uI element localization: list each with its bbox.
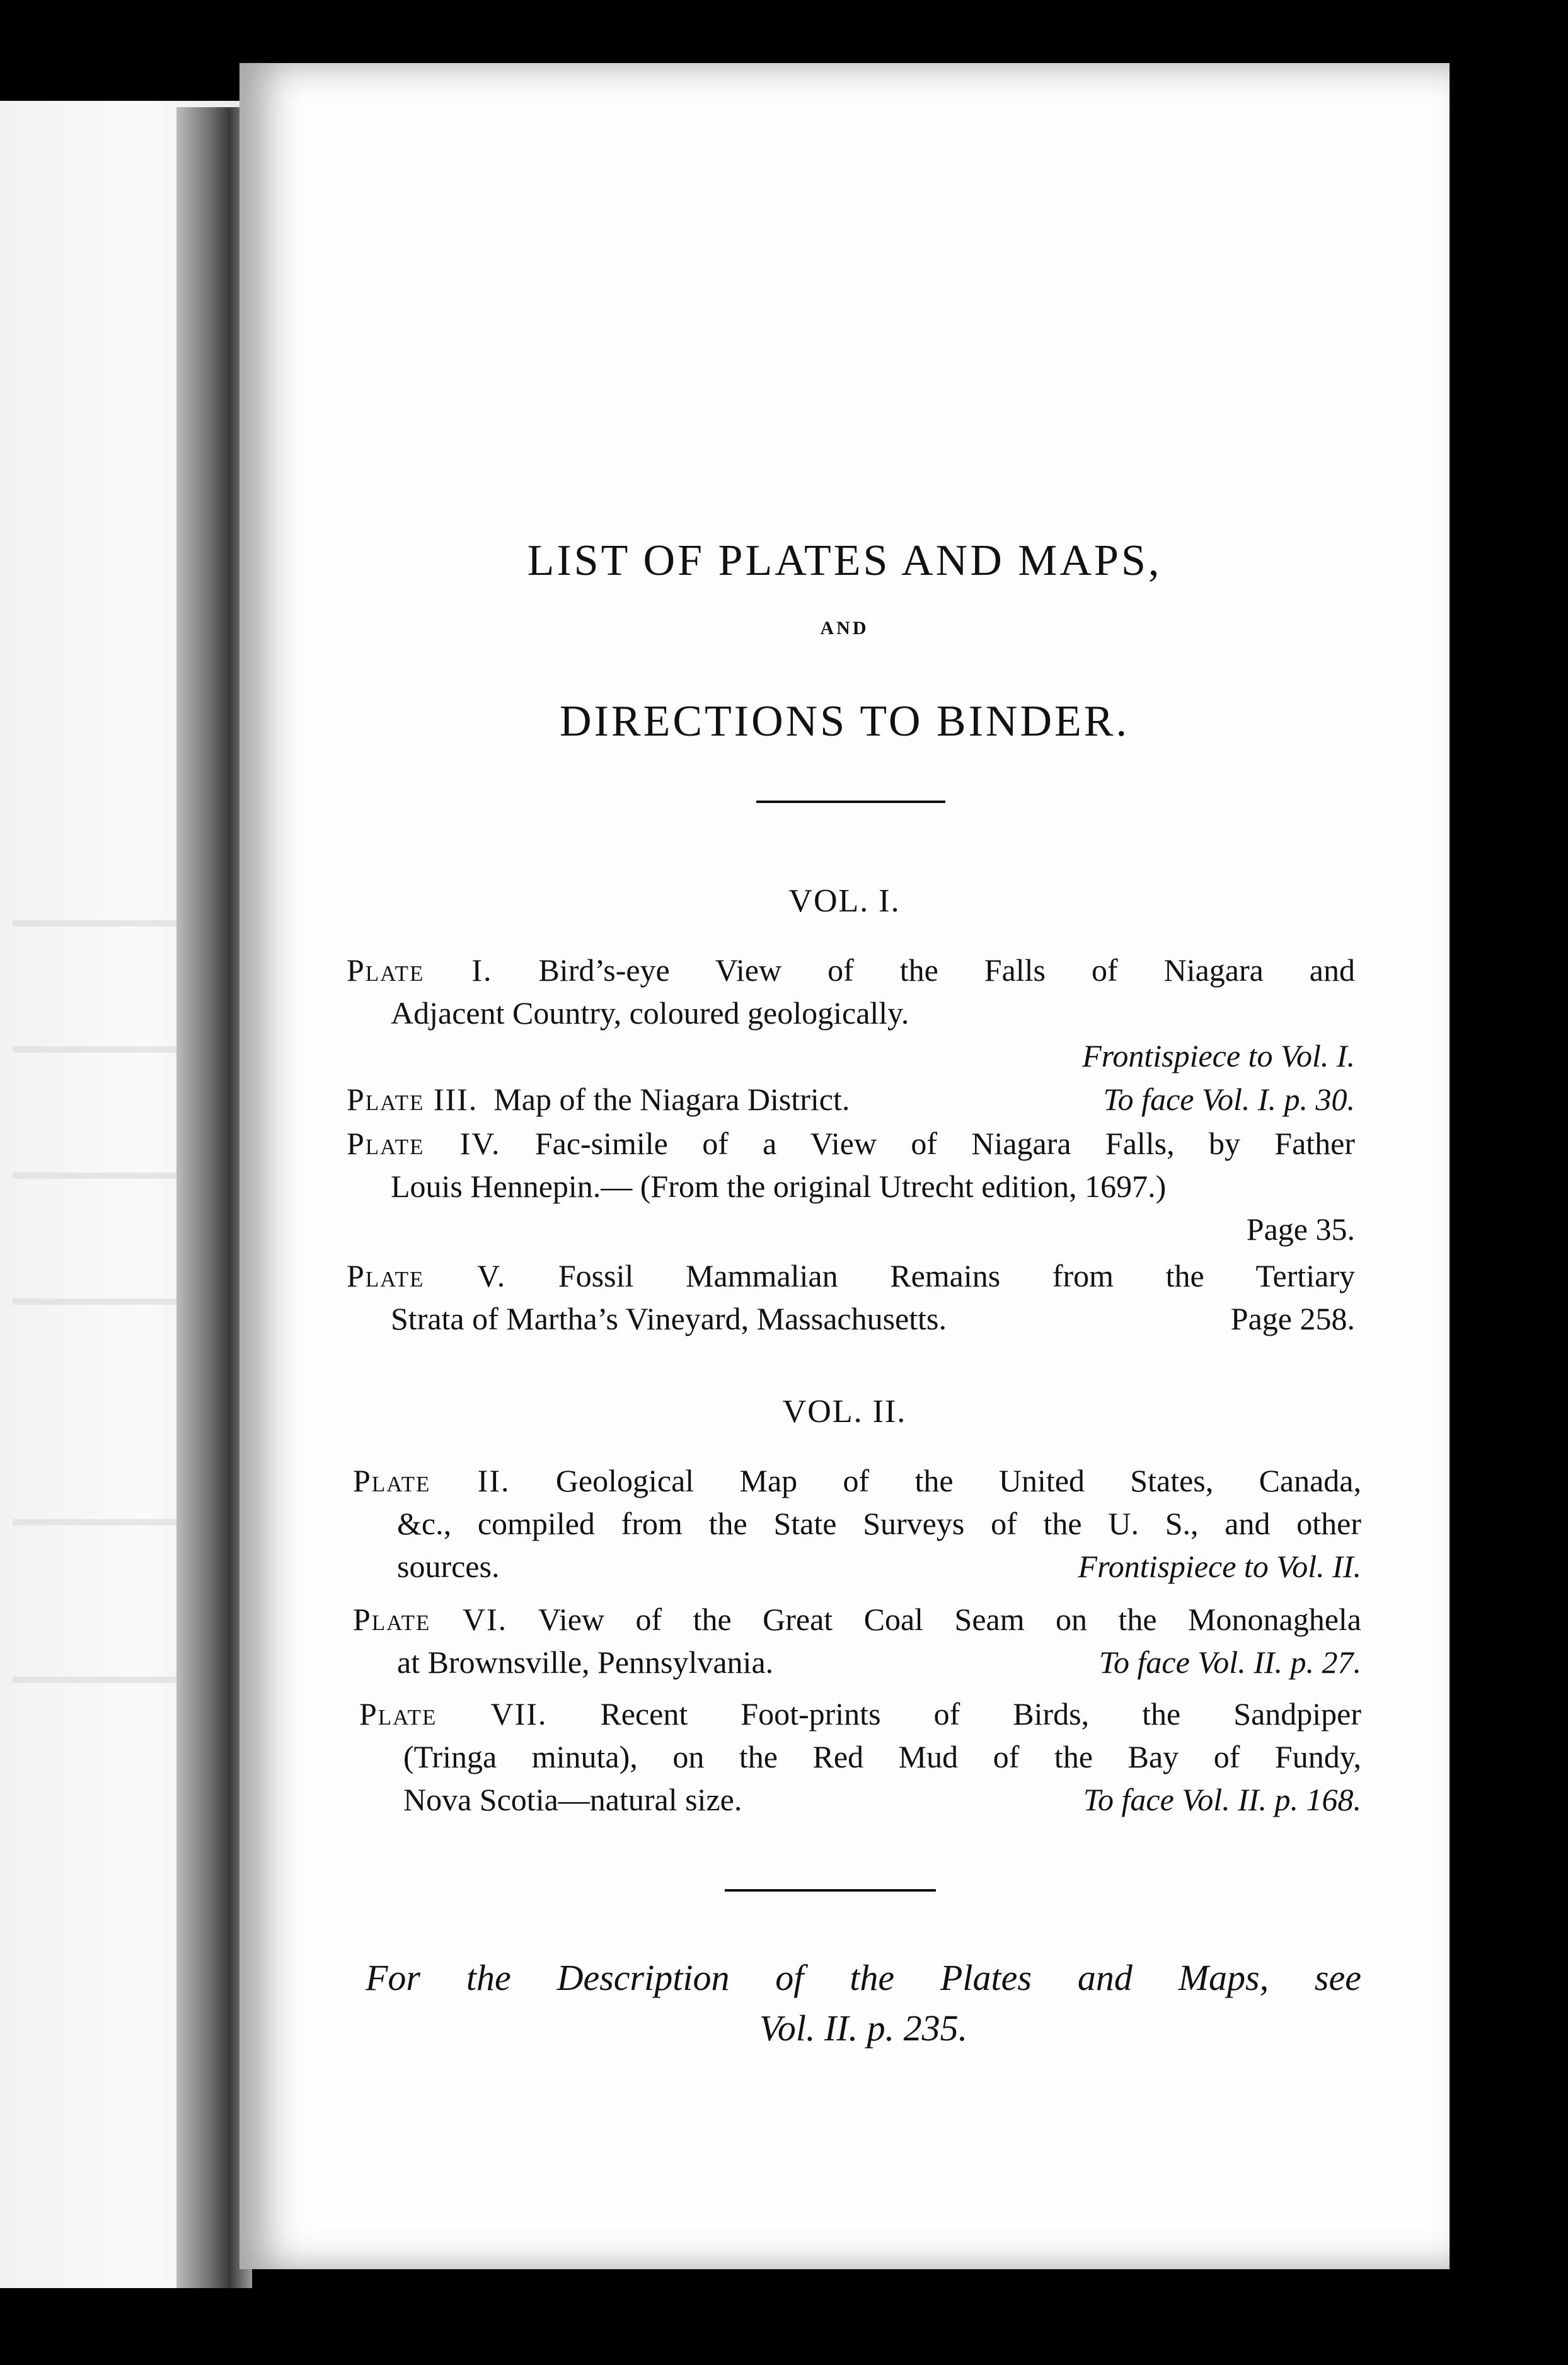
plate-label: Plate III.	[347, 1082, 478, 1117]
entry-text: at Brownsville, Pennsylvania.	[397, 1645, 774, 1680]
entry-text: &c., compiled from the State Surveys of the U. S., and other	[397, 1506, 1361, 1541]
bleed-through-line	[13, 1298, 202, 1305]
bleed-through-line	[13, 1519, 202, 1525]
entry-text: Bird’s-eye View of the Falls of Niagara and	[538, 952, 1355, 988]
plate-entry	[347, 1254, 1355, 1340]
footer-line-1: For the Description of the Plates and Maps, see	[366, 1957, 1361, 1998]
entry-line	[347, 949, 1355, 992]
entry-reference: To face Vol. I. p. 30.	[1103, 1082, 1355, 1117]
plate-label: Plate I.	[347, 952, 493, 988]
entry-line	[347, 1078, 1355, 1121]
entry-reference: To face Vol. II. p. 168.	[1083, 1782, 1361, 1817]
bleed-through-line	[13, 920, 202, 927]
entry-line	[353, 1545, 1361, 1588]
page-subtitle: DIRECTIONS TO BINDER.	[560, 697, 1129, 746]
entry-text: Adjacent Country, coloured geologically.	[391, 995, 909, 1031]
entry-reference: Frontispiece to Vol. I.	[1082, 1038, 1355, 1073]
entry-text: View of the Great Coal Seam on the Mononaghela	[538, 1602, 1361, 1637]
entry-text: sources.	[397, 1549, 500, 1584]
entry-line	[353, 1641, 1361, 1684]
volume-heading-1: VOL. I.	[788, 883, 901, 919]
bleed-through-line	[13, 1046, 202, 1053]
bleed-through-line	[13, 1172, 202, 1179]
entry-text: Map of the Niagara District.	[493, 1082, 850, 1117]
entry-reference: Page 35.	[1246, 1211, 1355, 1247]
entry-text: Fac-simile of a View of Niagara Falls, by Father	[534, 1126, 1356, 1161]
entry-line	[353, 1598, 1361, 1641]
entry-line	[359, 1692, 1361, 1735]
plate-entry	[347, 1078, 1355, 1121]
plate-entry	[359, 1692, 1361, 1821]
entry-reference: To face Vol. II. p. 27.	[1098, 1645, 1361, 1680]
entry-text: Strata of Martha’s Vineyard, Massachusetts.	[391, 1301, 947, 1336]
entry-line	[347, 1122, 1355, 1165]
divider-rule	[725, 1889, 936, 1892]
plate-label: Plate VII.	[359, 1696, 548, 1732]
entry-line	[347, 1254, 1355, 1297]
plate-label: Plate VI.	[353, 1602, 508, 1637]
entry-line	[353, 1459, 1361, 1502]
entry-line	[347, 1297, 1355, 1340]
plate-label: Plate II.	[353, 1463, 510, 1498]
plate-entry	[353, 1598, 1361, 1684]
entry-text: (Tringa minuta), on the Red Mud of the Bay of Fundy,	[403, 1739, 1361, 1774]
entry-text: Nova Scotia—natural size.	[403, 1782, 742, 1817]
plate-label: Plate IV.	[347, 1126, 501, 1161]
plate-label: Plate V.	[347, 1258, 507, 1293]
entry-reference: Frontispiece to Vol. II.	[1078, 1549, 1361, 1584]
plate-entry	[347, 949, 1355, 1077]
entry-reference: Page 258.	[1230, 1301, 1355, 1336]
bleed-through-line	[13, 1677, 202, 1683]
divider-rule	[756, 801, 945, 803]
entry-text: Geological Map of the United States, Canada,	[555, 1463, 1361, 1498]
footer-note	[366, 1953, 1361, 2054]
entry-text: Louis Hennepin.— (From the original Utrecht edition, 1697.)	[391, 1169, 1167, 1204]
plate-entry	[347, 1122, 1355, 1251]
entry-text: Recent Foot-prints of Birds, the Sandpiper	[600, 1696, 1361, 1732]
entry-line	[359, 1778, 1361, 1821]
volume-heading-2: VOL. II.	[782, 1394, 907, 1430]
title-conjunction: AND	[820, 618, 869, 639]
plate-entry	[353, 1459, 1361, 1588]
entry-text: Fossil Mammalian Remains from the Tertiary	[558, 1258, 1355, 1293]
footer-line-2: Vol. II. p. 235.	[759, 2008, 968, 2049]
page-title: LIST OF PLATES AND MAPS,	[527, 536, 1162, 585]
book-page	[239, 63, 1450, 2269]
